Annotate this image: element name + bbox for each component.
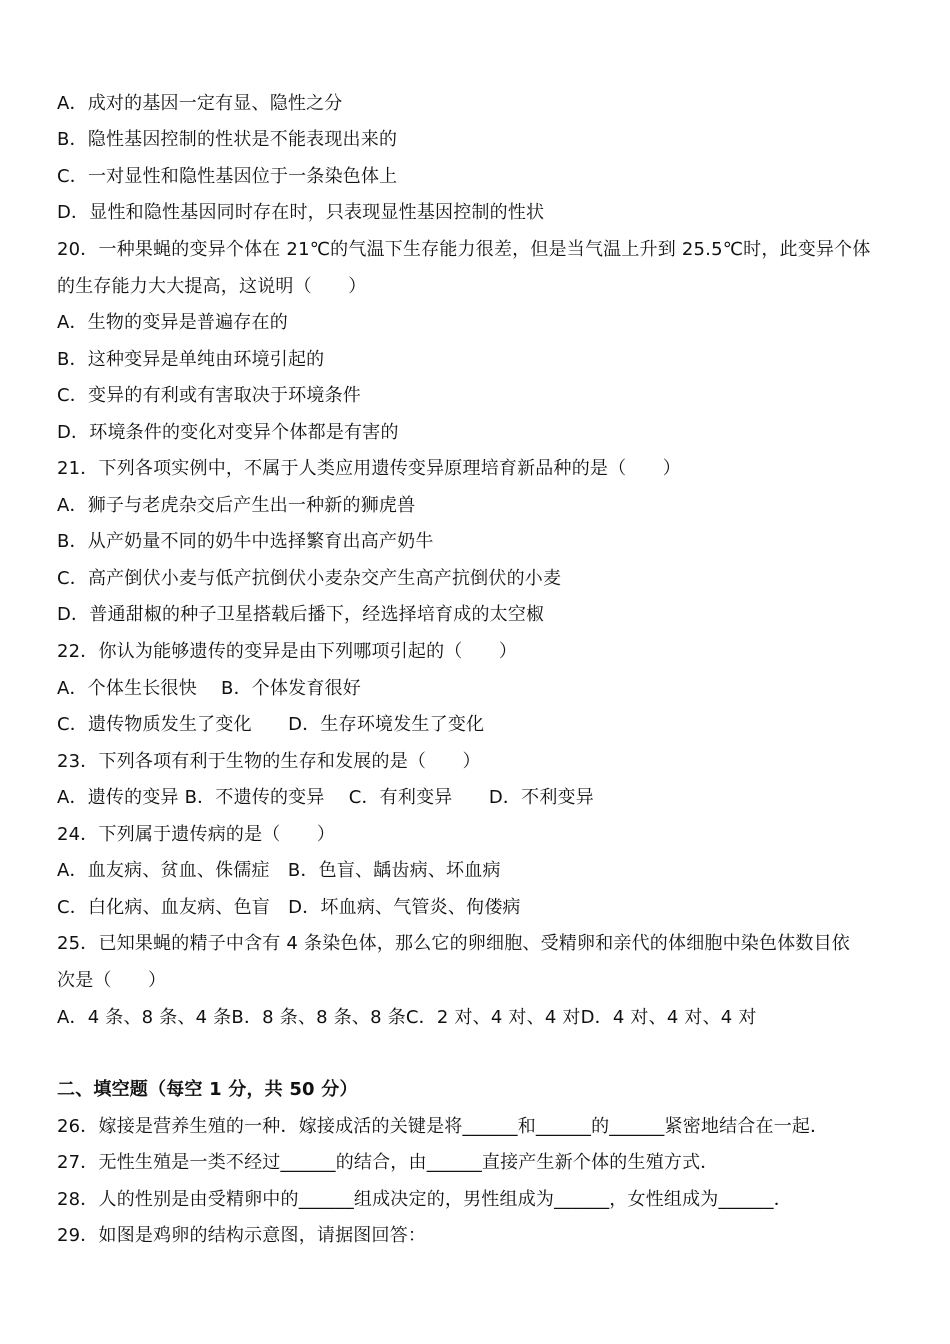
q23-options: A．遗传的变异 B．不遗传的变异 C．有利变异 D．不利变异 bbox=[57, 787, 594, 808]
q20-option-d: D．环境条件的变化对变异个体都是有害的 bbox=[57, 422, 399, 443]
q19-option-c: C．一对显性和隐性基因位于一条染色体上 bbox=[57, 166, 398, 187]
q21-option-d: D．普通甜椒的种子卫星搭载后播下，经选择培育成的太空椒 bbox=[57, 604, 545, 625]
q25-stem-line2: 次是（ ） bbox=[57, 970, 167, 991]
q25-stem-line1: 25．已知果蝇的精子中含有 4 条染色体，那么它的卵细胞、受精卵和亲代的体细胞中染色体数目依 bbox=[57, 933, 850, 954]
q20-stem-line1: 20．一种果蝇的变异个体在 21℃的气温下生存能力很差，但是当气温上升到 25.5℃时，此变异个体 bbox=[57, 239, 871, 260]
q22-stem: 22．你认为能够遗传的变异是由下列哪项引起的（ ） bbox=[57, 641, 518, 662]
section-title: 二、填空题（每空 1 分，共 50 分） bbox=[57, 1079, 358, 1100]
q19-option-b: B．隐性基因控制的性状是不能表现出来的 bbox=[57, 129, 398, 150]
q29-text: 29．如图是鸡卵的结构示意图，请据图回答： bbox=[57, 1225, 427, 1246]
q28-text: 28．人的性别是由受精卵中的______组成决定的，男性组成为______，女性组成为______． bbox=[57, 1189, 792, 1210]
q22-options-cd: C．遗传物质发生了变化 D．生存环境发生了变化 bbox=[57, 714, 485, 735]
q20-option-b: B．这种变异是单纯由环境引起的 bbox=[57, 349, 325, 370]
q20-stem-line2: 的生存能力大大提高，这说明（ ） bbox=[57, 276, 367, 297]
q21-option-a: A．狮子与老虎杂交后产生出一种新的狮虎兽 bbox=[57, 495, 416, 516]
q25-options: A．4 条、8 条、4 条B．8 条、8 条、8 条C．2 对、4 对、4 对D．4 对、4 对、4 对 bbox=[57, 1007, 757, 1028]
q24-stem: 24．下列属于遗传病的是（ ） bbox=[57, 824, 336, 845]
q20-option-c: C．变异的有利或有害取决于环境条件 bbox=[57, 385, 361, 406]
q20-option-a: A．生物的变异是普遍存在的 bbox=[57, 312, 288, 333]
q23-stem: 23．下列各项有利于生物的生存和发展的是（ ） bbox=[57, 751, 481, 772]
q21-option-c: C．高产倒伏小麦与低产抗倒伏小麦杂交产生高产抗倒伏的小麦 bbox=[57, 568, 562, 589]
q24-options-ab: A．血友病、贫血、侏儒症 B．色盲、龋齿病、坏血病 bbox=[57, 860, 501, 881]
q24-options-cd: C．白化病、血友病、色盲 D．坏血病、气管炎、佝偻病 bbox=[57, 897, 521, 918]
q26-text: 26．嫁接是营养生殖的一种．嫁接成活的关键是将______和______的______紧密地结合在一起． bbox=[57, 1116, 829, 1137]
q21-option-b: B．从产奶量不同的奶牛中选择繁育出高产奶牛 bbox=[57, 531, 434, 552]
q27-text: 27．无性生殖是一类不经过______的结合，由______直接产生新个体的生殖方式． bbox=[57, 1152, 719, 1173]
q19-option-d: D．显性和隐性基因同时存在时，只表现显性基因控制的性状 bbox=[57, 202, 545, 223]
q19-option-a: A．成对的基因一定有显、隐性之分 bbox=[57, 93, 343, 114]
q21-stem: 21．下列各项实例中，不属于人类应用遗传变异原理培育新品种的是（ ） bbox=[57, 458, 681, 479]
q22-options-ab: A．个体生长很快 B．个体发育很好 bbox=[57, 678, 361, 699]
